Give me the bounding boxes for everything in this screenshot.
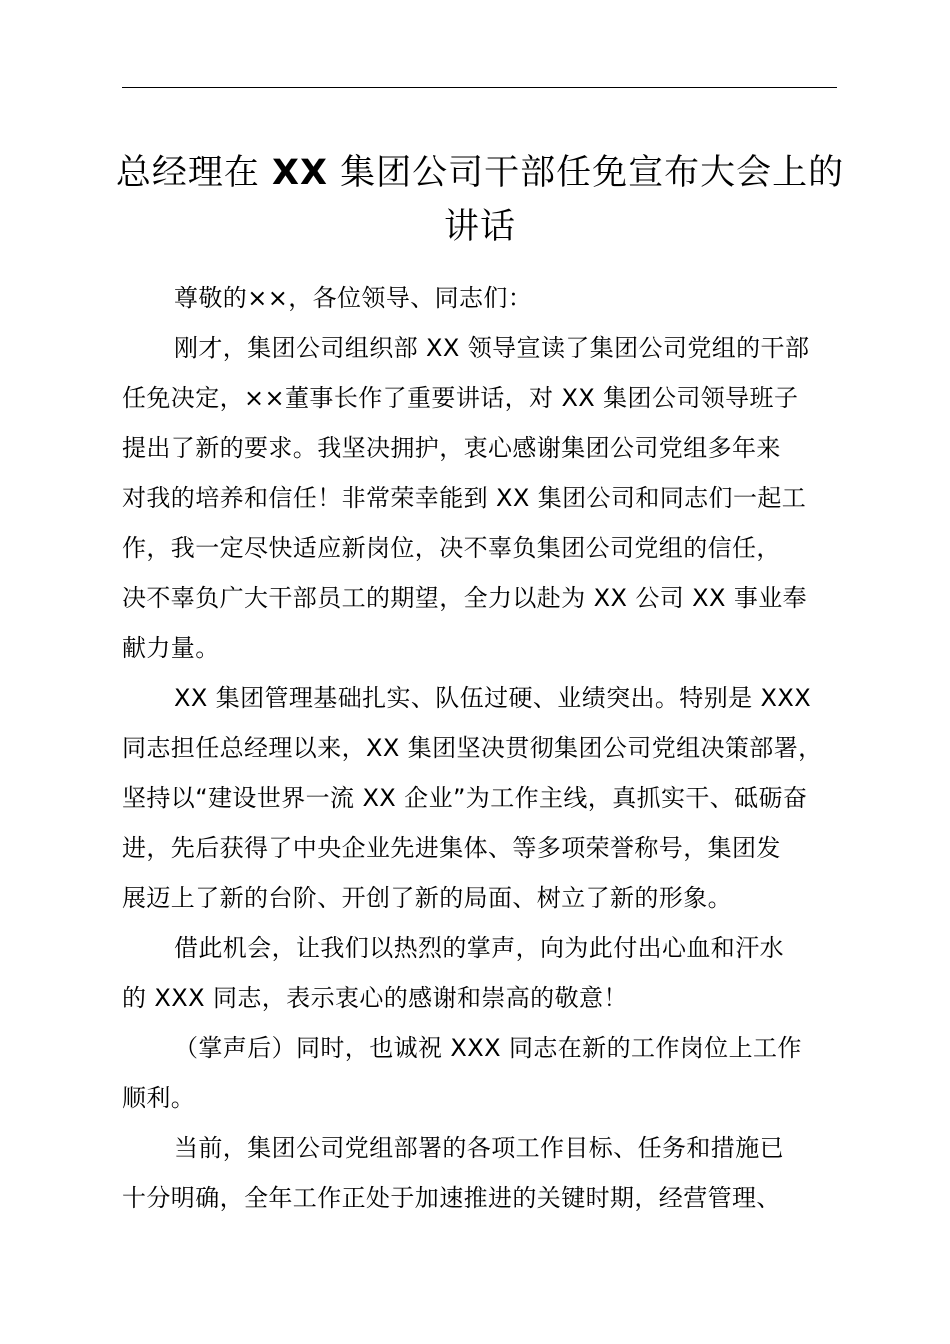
document-title [110, 146, 850, 254]
text-line: 尊敬的××，各位领导、同志们： [174, 284, 533, 312]
document-body [122, 273, 838, 1223]
title-line-1: 总经理在 XX 集团公司干部任免宣布大会上的 [115, 153, 845, 193]
paragraph-1 [122, 323, 838, 673]
text-line: （掌声后）同时，也诚祝 XXX 同志在新的工作岗位上工作 [174, 1034, 802, 1062]
text-line: 作，我一定尽快适应新岗位，决不辜负集团公司党组的信任， [122, 534, 781, 562]
text-line: 十分明确，全年工作正处于加速推进的关键时期，经营管理、 [122, 1184, 781, 1212]
text-line: 对我的培养和信任！非常荣幸能到 XX 集团公司和同志们一起工 [122, 484, 807, 512]
text-line: 提出了新的要求。我坚决拥护，衷心感谢集团公司党组多年来 [122, 434, 781, 462]
paragraph-4 [122, 1023, 838, 1123]
paragraph-3 [122, 923, 838, 1023]
text-line: 进，先后获得了中央企业先进集体、等多项荣誉称号，集团发 [122, 834, 781, 862]
text-line: 展迈上了新的台阶、开创了新的局面、树立了新的形象。 [122, 884, 732, 912]
text-line: 的 XXX 同志，表示衷心的感谢和崇高的敬意！ [122, 984, 628, 1012]
text-line: XX 集团管理基础扎实、队伍过硬、业绩突出。特别是 XXX [174, 684, 812, 712]
header-rule [122, 87, 837, 88]
text-line: 同志担任总经理以来，XX 集团坚决贯彻集团公司党组决策部署， [122, 734, 823, 762]
paragraph-5 [122, 1123, 838, 1223]
text-line: 当前，集团公司党组部署的各项工作目标、任务和措施已 [174, 1134, 784, 1162]
text-line: 刚才，集团公司组织部 XX 领导宣读了集团公司党组的干部 [174, 334, 810, 362]
text-line: 献力量。 [122, 634, 220, 662]
text-line: 借此机会，让我们以热烈的掌声，向为此付出心血和汗水 [174, 934, 784, 962]
text-line: 坚持以“建设世界一流 XX 企业”为工作主线，真抓实干、砥砺奋 [122, 784, 808, 812]
text-line: 任免决定，××董事长作了重要讲话，对 XX 集团公司领导班子 [122, 384, 799, 412]
text-line: 顺利。 [122, 1084, 196, 1112]
text-line: 决不辜负广大干部员工的期望，全力以赴为 XX 公司 XX 事业奉 [122, 584, 808, 612]
title-line-2: 讲话 [443, 207, 516, 247]
paragraph-salutation [122, 273, 838, 323]
paragraph-2 [122, 673, 838, 923]
